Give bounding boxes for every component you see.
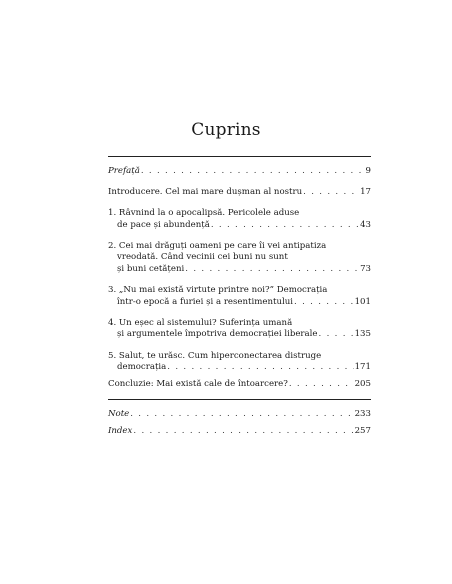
toc-entry-title-cont: și buni cetățeni — [117, 264, 185, 275]
toc-entry-title: 5. Salut, te urăsc. Cum hiperconectarea distruge — [108, 350, 322, 361]
page-title: Cuprins — [191, 120, 261, 140]
toc-entry-title: Note — [108, 409, 130, 420]
dot-leader — [167, 362, 353, 374]
dot-leader — [303, 187, 359, 199]
table-of-contents — [108, 166, 371, 447]
toc-entry-title: 1. Râvnind la o apocalipsă. Pericolele aduse — [108, 208, 300, 219]
dot-leader — [130, 409, 353, 421]
toc-page-number: 73 — [360, 264, 371, 275]
toc-entry-title: 3. „Nu mai există virtute printre noi?” Democrația — [108, 285, 328, 296]
toc-entry-title-cont: democrația — [117, 362, 167, 373]
toc-page-number: 43 — [360, 219, 371, 230]
toc-page-number: 205 — [354, 378, 371, 389]
dot-leader — [185, 264, 359, 276]
toc-page-number: 257 — [354, 425, 371, 436]
toc-entry-chapter-4 — [108, 318, 371, 341]
dot-leader — [319, 329, 354, 341]
toc-entry-chapter-2 — [108, 241, 371, 276]
toc-entry-title: Index — [108, 425, 133, 436]
toc-entry-title-cont: vreodată. Când vecinii cei buni nu sunt — [117, 252, 288, 263]
dot-leader — [141, 166, 365, 178]
toc-entry-title: 4. Un eșec al sistemului? Suferința umană — [108, 317, 293, 328]
toc-entry-introducere — [108, 187, 371, 199]
toc-page-number: 135 — [354, 329, 371, 340]
toc-entry-chapter-5 — [108, 351, 371, 374]
toc-entry-title-cont: de pace și abundență — [117, 219, 210, 230]
toc-entry-index — [108, 426, 371, 438]
toc-entry-prefata — [108, 166, 371, 178]
toc-entry-concluzie — [108, 379, 371, 391]
toc-entry-chapter-3 — [108, 285, 371, 308]
toc-page-number: 171 — [354, 362, 371, 373]
toc-entry-title-cont: și argumentele împotriva democrației liberale — [117, 329, 318, 340]
toc-entry-chapter-1 — [108, 208, 371, 231]
toc-entry-title: Prefață — [108, 166, 140, 176]
top-rule — [108, 156, 371, 157]
toc-entry-note — [108, 399, 371, 421]
toc-entry-title: Concluzie: Mai există cale de întoarcere? — [108, 378, 288, 389]
dot-leader — [289, 379, 354, 391]
toc-entry-title: 2. Cei mai drăguți oameni pe care îi vei antipatiza — [108, 240, 327, 251]
toc-entry-title-cont: într-o epocă a furiei și a resentimentului — [117, 296, 294, 307]
dot-leader — [211, 220, 359, 232]
toc-entry-title: Introducere. Cel mai mare dușman al nostru — [108, 187, 303, 198]
toc-page-number: 101 — [354, 296, 371, 307]
toc-page-number: 17 — [360, 187, 371, 198]
dot-leader — [133, 426, 353, 438]
toc-page-number: 9 — [365, 166, 371, 176]
dot-leader — [294, 297, 354, 309]
toc-page-number: 233 — [354, 409, 371, 420]
